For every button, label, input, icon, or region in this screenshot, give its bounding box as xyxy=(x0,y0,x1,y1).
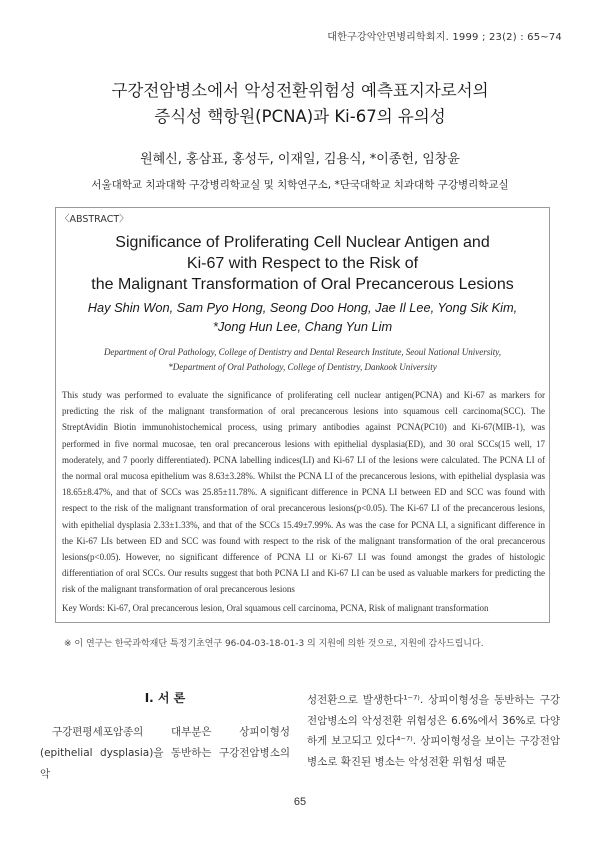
journal-citation: 대한구강악안면병리학회지. 1999 ; 23(2) : 65~74 xyxy=(327,32,562,43)
abstract-label: 〈ABSTRACT〉 xyxy=(60,214,129,225)
english-authors-line-1: Hay Shin Won, Sam Pyo Hong, Seong Doo Hong, Jae Il Lee, Yong Sik Kim, xyxy=(87,300,518,315)
english-title-line-1: Significance of Proliferating Cell Nuclear Antigen and xyxy=(115,234,490,251)
english-title-line-3: the Malignant Transformation of Oral Precancerous Lesions xyxy=(91,276,514,293)
korean-title-line-1: 구강전암병소에서 악성전환위험성 예측표지자로서의 xyxy=(111,81,489,100)
page-number: 65 xyxy=(293,796,307,808)
english-authors-line-2: *Jong Hun Lee, Chang Yun Lim xyxy=(212,319,393,334)
english-title-line-2: Ki-67 with Respect to the Risk of xyxy=(186,255,419,272)
korean-authors: 원혜신, 홍삼표, 홍성두, 이재일, 김용식, *이종헌, 임창윤 xyxy=(140,152,460,167)
intro-left-column xyxy=(40,722,290,785)
korean-title xyxy=(40,78,560,130)
korean-title-line-2: 증식성 핵항원(PCNA)과 Ki-67의 유의성 xyxy=(154,107,446,126)
english-affiliation-line-2: *Department of Oral Pathology, College of Dentistry, Dankook University xyxy=(168,362,437,372)
keywords: Key Words: Ki-67, Oral precancerous lesion, Oral squamous cell carcinoma, PCNA, Risk of malignant transformation xyxy=(62,603,489,613)
english-title xyxy=(55,232,550,295)
korean-affiliation: 서울대학교 치과대학 구강병리학교실 및 치학연구소, *단국대학교 치과대학 구강병리학교실 xyxy=(91,179,509,191)
abstract-body: This study was performed to evaluate the significance of proliferating cell nuclear antigen(PCNA) and Ki-67 as markers for predicting the risk of the malignant transformation of oral precancerous lesions into squamous cell carcinoma(SCC). The StreptAvidin Biotin immunohistochemical process, using primary antibodies against PCNA(PC10) and Ki-67(MIB-1), was performed in five normal mucosae, ten oral precancerous lesions with epithelial dysplasia(ED), and 30 oral SCCs(15 well, 17 moderately, and 7 poorly differentiated). PCNA labelling indices(LI) and Ki-67 LI of the lesions were calculated. The PCNA LI of the normal oral mucosa epithelium was 8.63±3.28%. Whilst the PCNA LI of the precancerous lesions, with epithelial dysplasia was 18.65±8.47%, and that of SCCs was 25.85±11.78%. A significant difference in PCNA LI between ED and SCC was found with respect to the risk of the malignant transformation of oral precancerous lesions(p<0.05). The Ki-67 LI of the precancerous lesions, with epithelial dysplasia 2.33±1.33%, and that of the SCCs 15.49±7.99%. As was the case for PCNA LI, a significant difference in the Ki-67 LIs between ED and SCC was found with respect to the risk of the malignant transformation of the oral precancerous lesions(p<0.05). However, no significant difference of PCNA LI or Ki-67 LI was found amongst the grades of histologic differentiation of oral SCCs. Our results suggest that both PCNA LI and Ki-67 LI can be used as valuable markers for predicting the risk of the malignant transformation of oral precancerous lesions xyxy=(62,390,545,595)
funding-footnote: ※ 이 연구는 한국과학재단 특정기초연구 96-04-03-18-01-3 의 지원에 의한 것으로, 지원에 감사드립니다. xyxy=(64,639,484,649)
english-affiliation-line-1: Department of Oral Pathology, College of Dentistry and Dental Research Institute, Seoul National University, xyxy=(103,347,502,357)
section-heading-introduction: I. 서 론 xyxy=(144,691,186,705)
english-affiliation xyxy=(55,345,550,375)
intro-right-column: 성전환으로 발생한다¹⁻⁷⁾. 상피이형성을 동반하는 구강전암병소의 악성전환 위험성은 6.6%에서 36%로 다양하게 보고되고 있다⁴⁻⁷⁾. 상피이형성을 보이는 구강전암병소로 확진된 병소는 악성전환 위험성 때문 xyxy=(307,694,560,768)
english-authors xyxy=(55,298,550,336)
intro-left-text: 구강편평세포암종의 대부분은 상피이형성(epithelial dysplasia)을 동반하는 구강전암병소의 악 xyxy=(40,726,290,780)
